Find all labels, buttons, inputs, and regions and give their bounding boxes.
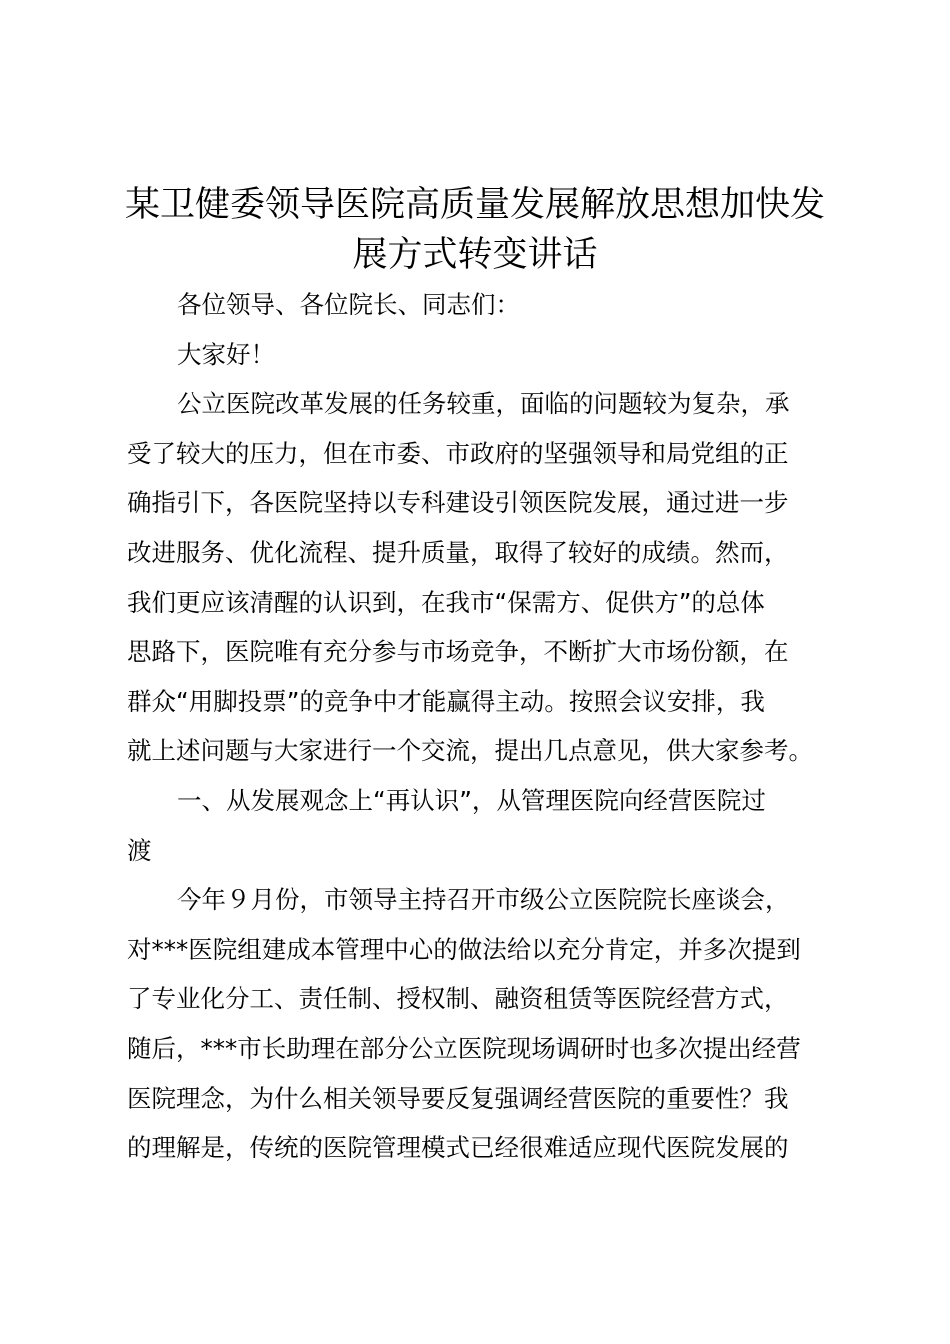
body-line: 确指引下，各医院坚持以专科建设引领医院发展，通过进一步 <box>127 488 789 518</box>
body-line: 各位领导、各位院长、同志们： <box>177 290 520 319</box>
body-line: 医院理念，为什么相关领导要反复强调经营医院的重要性？我 <box>127 1083 789 1113</box>
body-line: 我们更应该清醒的认识到，在我市“保需方、促供方”的总体 <box>127 587 765 617</box>
body-line: 一、从发展观念上“再认识”，从管理医院向经营医院过 <box>177 785 766 815</box>
body-line: 思路下，医院唯有充分参与市场竞争，不断扩大市场份额，在 <box>127 637 789 667</box>
body-line: 群众“用脚投票”的竞争中才能赢得主动。按照会议安排，我 <box>127 686 765 716</box>
body-line: 了专业化分工、责任制、授权制、融资租赁等医院经营方式， <box>127 984 789 1014</box>
body-line: 受了较大的压力，但在市委、市政府的坚强领导和局党组的正 <box>127 438 789 468</box>
body-line: 渡 <box>127 835 152 865</box>
document-title <box>120 180 830 280</box>
body-line: 改进服务、优化流程、提升质量，取得了较好的成绩。然而， <box>127 537 789 567</box>
document-body <box>127 280 837 1173</box>
title-line: 某卫健委领导医院高质量发展解放思想加快发 <box>124 185 825 225</box>
title-line: 展方式转变讲话 <box>352 235 598 275</box>
body-line: 的理解是，传统的医院管理模式已经很难适应现代医院发展的 <box>127 1133 789 1163</box>
body-line: 随后，***市长助理在部分公立医院现场调研时也多次提出经营 <box>127 1033 801 1063</box>
body-line: 公立医院改革发展的任务较重，面临的问题较为复杂，承 <box>177 389 790 419</box>
body-line: 大家好！ <box>177 339 275 369</box>
body-line: 就上述问题与大家进行一个交流，提出几点意见，供大家参考。 <box>127 736 813 766</box>
body-line: 今年９月份，市领导主持召开市级公立医院院长座谈会， <box>177 885 790 915</box>
body-line: 对***医院组建成本管理中心的做法给以充分肯定，并多次提到 <box>127 934 801 964</box>
